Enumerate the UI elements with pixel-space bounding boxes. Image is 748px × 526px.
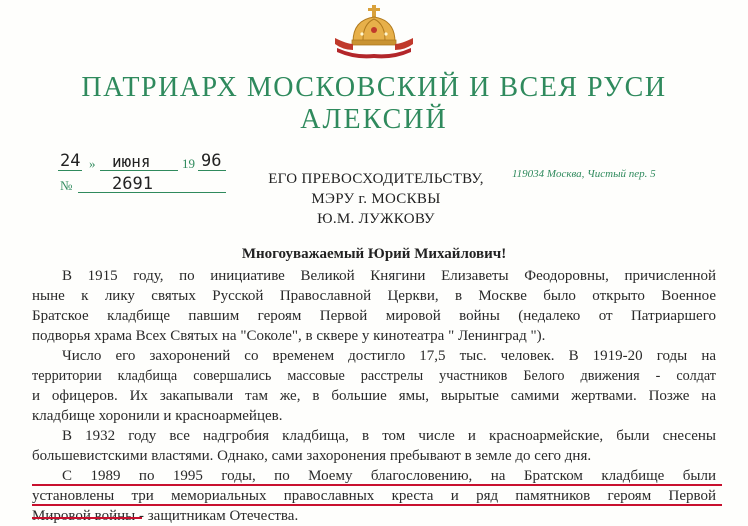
body-line: установлены три мемориальных православных креста и ряд памятников героям Первой	[32, 488, 716, 504]
recipient-line-2: МЭРУ г. МОСКВЫ	[311, 191, 441, 207]
date-year-line	[198, 170, 226, 171]
date-year-prefix: 19	[182, 156, 195, 171]
letterhead-name: АЛЕКСИЙ	[300, 104, 448, 135]
body-line: В 1915 году, по инициативе Великой Княгини Елизаветы Феодоровны, причисленной	[62, 268, 716, 284]
recipient-line-1: ЕГО ПРЕВОСХОДИТЕЛЬСТВУ,	[268, 171, 484, 187]
recipient-line-3: Ю.М. ЛУЖКОВУ	[317, 211, 435, 227]
body-line: территории кладбища совершались массовые расстрелы участников Белого движения - солдат	[32, 368, 716, 384]
body-line: большевистскими властями. Однако, сами захоронения пребывают в земле до сего дня.	[32, 448, 592, 464]
body-line: кладбище хоронили и красноармейцев.	[32, 408, 283, 424]
body-line: В 1932 году все надгробия кладбища, в том числе и красноармейские, были снесены	[62, 428, 716, 444]
patriarchate-address: 119034 Москва, Чистый пер. 5	[512, 168, 656, 180]
red-underline	[32, 517, 142, 519]
letterhead-title: ПАТРИАРХ МОСКОВСКИЙ И ВСЕЯ РУСИ	[81, 72, 667, 103]
date-year-suffix: 96	[201, 151, 222, 171]
date-day: 24	[60, 151, 81, 171]
document-number: 2691	[112, 174, 153, 194]
patriarch-emblem-icon	[333, 4, 415, 60]
date-month: июня	[112, 152, 151, 171]
body-line: и офицеров. Их закапывали там же, в большие ямы, вырытые самими жертвами. Позже на	[32, 388, 716, 404]
body-line: Мировой войны - защитникам Отечества.	[32, 508, 299, 524]
red-underline	[32, 504, 722, 506]
body-line: ныне к лику святых Русской Православной Церкви, в Москве было открыто Военное	[32, 288, 716, 304]
body-line: С 1989 по 1995 годы, по Моему благословению, на Братском кладбище были	[62, 468, 716, 484]
number-line	[78, 192, 226, 193]
body-line: подворья храма Всех Святых на "Соколе", в сквере у кинотеатра " Ленинград ").	[32, 328, 546, 344]
body-line: Братское кладбище павшим героям Первой мировой войны (недалеко от Патриаршего	[32, 308, 716, 324]
date-separator: »	[89, 156, 96, 171]
red-underline	[32, 484, 722, 486]
date-month-line	[100, 170, 178, 171]
body-line: Число его захоронений со временем достигло 17,5 тыс. человек. В 1919-20 годы на	[62, 348, 716, 364]
salutation: Многоуважаемый Юрий Михайлович!	[241, 246, 507, 262]
number-label: №	[60, 178, 73, 193]
date-day-line	[58, 170, 82, 171]
